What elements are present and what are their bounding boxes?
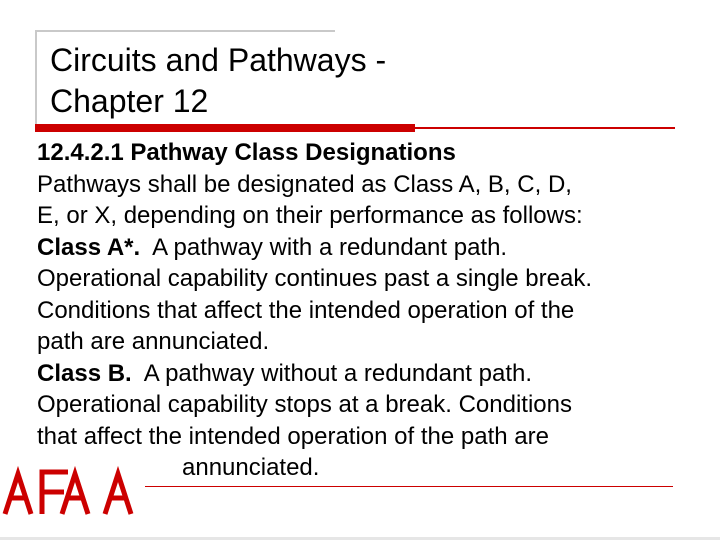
class-a-label: Class A*. [37,233,141,261]
class-b-line-2: Operational capability stops at a break. Conditions [37,391,572,418]
class-a-line-1 [37,232,717,264]
class-a-text: A pathway with a redundant path. [140,233,508,261]
title-underline-thin [415,127,675,129]
class-b-line-4: annunciated. [182,454,320,481]
slide-body [37,137,717,484]
footer-rule [145,486,673,487]
afaa-logo-mark [2,452,144,538]
intro-line-2: E, or X, depending on their performance as follows: [37,202,583,229]
section-heading: 12.4.2.1 Pathway Class Designations [37,139,456,166]
class-a-line-2: Operational capability continues past a single break. [37,265,592,292]
title-underline-thick [35,124,415,132]
slide-title-line-2: Chapter 12 [50,83,209,119]
title-frame-top-rule [35,30,335,32]
class-b-line-1 [37,358,717,390]
slide-title-line-1: Circuits and Pathways - [50,42,387,78]
class-b-label: Class B. [37,359,132,387]
class-b-line-3: that affect the intended operation of the path are [37,422,549,450]
intro-line-1: Pathways shall be designated as Class A, B, C, D, [37,170,572,198]
class-b-text: A pathway without a redundant path. [131,359,533,387]
slide-title [50,40,386,122]
afaa-logo [2,452,144,538]
class-a-line-3: Conditions that affect the intended operation of the [37,296,575,324]
title-frame-left-rule [35,30,37,130]
class-a-line-4: path are annunciated. [37,328,270,355]
